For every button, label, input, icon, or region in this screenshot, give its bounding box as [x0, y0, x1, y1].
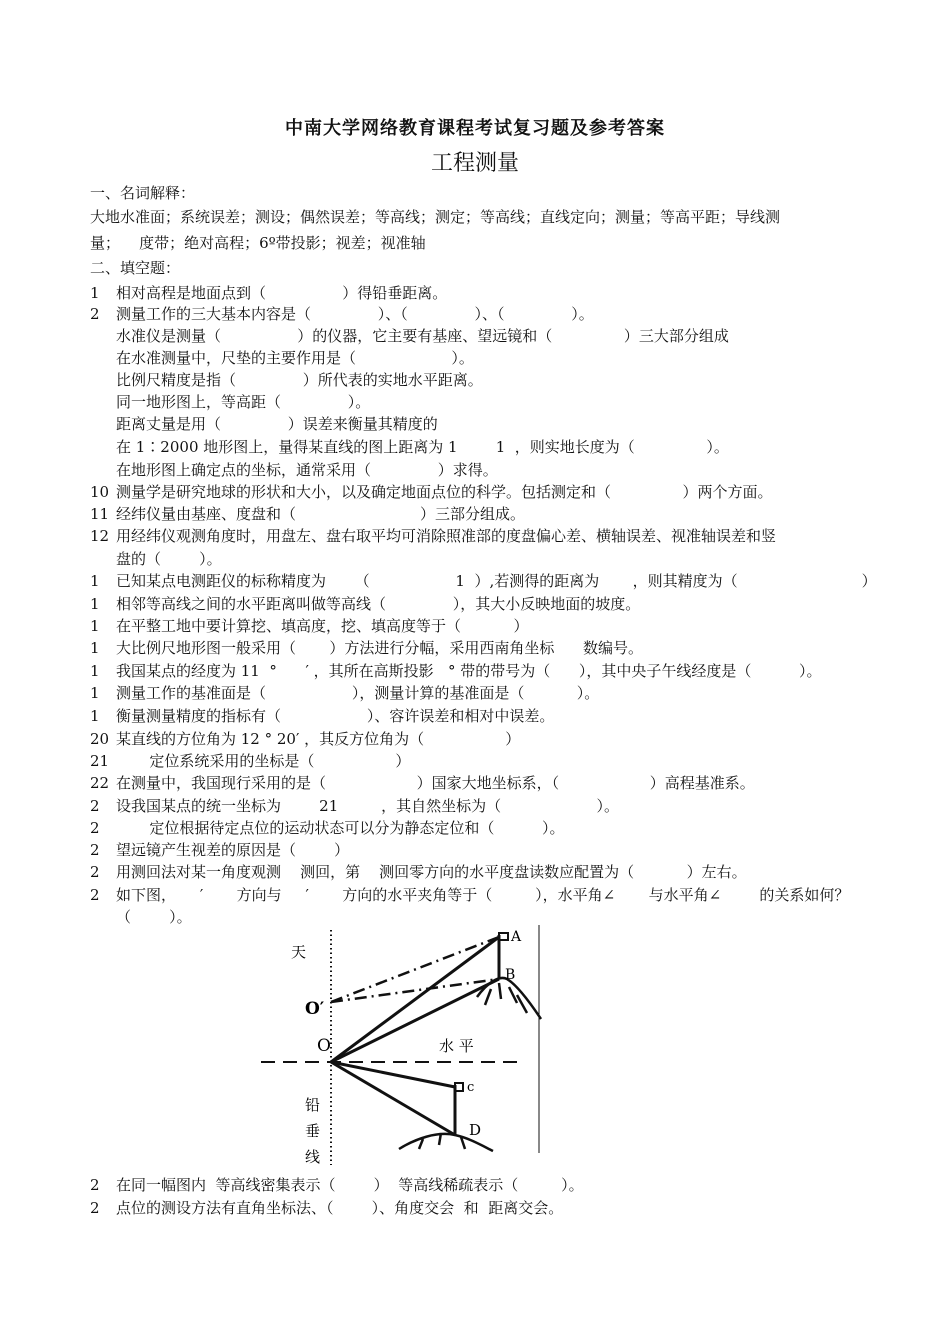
document-title: 中南大学网络教育课程考试复习题及参考答案: [285, 118, 665, 139]
item-text: 测量工作的三大基本内容是（ ）、（ ）、（ ）。: [116, 305, 594, 323]
label-d: D: [469, 1121, 482, 1139]
item-number: 1: [90, 284, 100, 302]
label-b: B: [505, 967, 516, 983]
label-chui: 垂: [305, 1122, 321, 1140]
item-number: 2: [90, 863, 100, 881]
item-text: 某直线的方位角为 12 ° 20′ ，其反方位角为（ ）: [116, 730, 521, 748]
item-text: 经纬仪量由基座、度盘和（ ）三部分组成。: [116, 505, 525, 523]
item-number: 1: [90, 572, 100, 590]
list-item: [90, 907, 192, 927]
item-number: 1: [90, 617, 100, 635]
item-text: 同一地形图上，等高距（ ）。: [116, 393, 371, 411]
item-number: 1: [90, 684, 100, 702]
list-item: [90, 549, 222, 569]
item-text: 测量学是研究地球的形状和大小，以及确定地面点位的科学。包括测定和（ ）两个方面。: [116, 483, 773, 501]
item-text: 大比例尺地形图一般采用（ ）方法进行分幅，采用西南角坐标 数编号。: [116, 639, 643, 657]
item-text: 如下图， ′ 方向与 ′ 方向的水平夹角等于（ ），水平角∠ 与水平角∠ 的关系如何？: [116, 886, 850, 904]
item-number: 1: [90, 595, 100, 613]
item-number: 10: [90, 483, 110, 501]
list-item: [90, 729, 520, 749]
list-item: [90, 1198, 563, 1218]
item-number: 1: [90, 707, 100, 725]
label-o-prime: O′: [305, 999, 325, 1019]
item-number: 2: [90, 819, 100, 837]
list-item: [90, 414, 438, 434]
list-item: [90, 594, 640, 614]
list-item: [90, 571, 877, 591]
list-item: [90, 304, 594, 324]
item-number: 1: [90, 639, 100, 657]
item-number: 2: [90, 886, 100, 904]
item-text: 用经纬仪观测角度时，用盘左、盘右取平均可消除照准部的度盘偏心差、横轴误差、视准轴误差和竖: [116, 527, 777, 545]
item-number: 12: [90, 527, 110, 545]
item-text: 相对高程是地面点到（ ）得铅垂距离。: [116, 284, 448, 302]
list-item: [90, 885, 849, 905]
item-number: 2: [90, 1176, 100, 1194]
item-number: 20: [90, 730, 110, 748]
item-number: 2: [90, 797, 100, 815]
list-item: [90, 1175, 584, 1195]
item-text: 距离丈量是用（ ）误差来衡量其精度的: [116, 415, 438, 433]
item-text: 定位系统采用的坐标是（ ）: [116, 752, 411, 770]
document-subtitle: 工程测量: [430, 151, 519, 176]
list-item: [90, 840, 349, 860]
item-text: 盘的（ ）。: [116, 550, 222, 568]
item-text: （ ）。: [116, 908, 192, 926]
label-o: O: [317, 1036, 331, 1056]
list-item: [90, 283, 447, 303]
item-number: 2: [90, 305, 100, 323]
list-item: [90, 482, 773, 502]
list-item: [90, 818, 565, 838]
terms-line-1: 大地水准面；系统误差；测设；偶然误差；等高线；测定；等高线；直线定向；测量；等高平距；导线测: [90, 208, 781, 226]
item-text: 比例尺精度是指（ ）所代表的实地水平距离。: [116, 371, 483, 389]
item-text: 相邻等高线之间的水平距离叫做等高线（ ），其大小反映地面的坡度。: [116, 595, 641, 613]
list-item: [90, 638, 643, 658]
label-qian: 铅: [305, 1096, 321, 1114]
label-tian: 天: [291, 943, 307, 961]
item-number: 2: [90, 1199, 100, 1217]
list-item: [90, 460, 498, 480]
item-number: 11: [90, 505, 110, 523]
list-item: [90, 437, 729, 457]
item-number: 21: [90, 752, 110, 770]
list-item: [90, 348, 474, 368]
list-item: [90, 862, 747, 882]
angle-diagram: [255, 925, 555, 1170]
list-item: [90, 683, 599, 703]
list-item: [90, 392, 370, 412]
item-text: 我国某点的经度为 11 ° ′ ，其所在高斯投影 ° 带的带号为（ ），其中央子午线经度是（ ）。: [116, 662, 822, 680]
line-o-d: [331, 1062, 455, 1135]
list-item: [90, 504, 525, 524]
item-number: 22: [90, 774, 110, 792]
list-item: [90, 796, 619, 816]
item-number: 1: [90, 662, 100, 680]
list-item: [90, 773, 755, 793]
item-text: 在地形图上确定点的坐标，通常采用（ ）求得。: [116, 461, 498, 479]
list-item: [90, 526, 776, 546]
item-text: 在测量中，我国现行采用的是（ ）国家大地坐标系，（ ）高程基准系。: [116, 774, 755, 792]
section-heading-terms: 一、名词解释：: [90, 184, 196, 202]
item-text: 点位的测设方法有直角坐标法、（ ）、角度交会 和 距离交会。: [116, 1199, 564, 1217]
section-heading-fill: 二、填空题：: [90, 259, 181, 277]
item-text: 在水准测量中，尺垫的主要作用是（ ）。: [116, 349, 474, 367]
item-text: 在同一幅图内 等高线密集表示（ ） 等高线稀疏表示（ ）。: [116, 1176, 584, 1194]
item-number: 2: [90, 841, 100, 859]
list-item: [90, 616, 528, 636]
list-item: [90, 751, 410, 771]
item-text: 在平整工地中要计算挖、填高度，挖、填高度等于（ ）: [116, 617, 529, 635]
list-item: [90, 706, 554, 726]
item-text: 用测回法对某一角度观测 测回，第 测回零方向的水平度盘读数应配置为（ ）左右。: [116, 863, 747, 881]
item-text: 设我国某点的统一坐标为 21 ，其自然坐标为（ ）。: [116, 797, 620, 815]
item-text: 望远镜产生视差的原因是（ ）: [116, 841, 350, 859]
item-text: 测量工作的基准面是（ ），测量计算的基准面是（ ）。: [116, 684, 600, 702]
item-text: 已知某点电测距仪的标称精度为 （ 1 ）,若测得的距离为 ，则其精度为（ ）: [116, 572, 877, 590]
item-text: 定位根据待定点位的运动状态可以分为静态定位和（ ）。: [116, 819, 565, 837]
item-text: 水准仪是测量（ ）的仪器，它主要有基座、望远镜和（ ）三大部分组成: [116, 327, 729, 345]
list-item: [90, 661, 822, 681]
terms-line-2: 量； 度带；绝对高程；6º带投影；视差；视准轴: [90, 234, 426, 252]
item-text: 在 1∶2000 地形图上，量得某直线的图上距离为 1 1 ，则实地长度为（ ）。: [116, 438, 729, 456]
label-c: c: [467, 1080, 475, 1095]
label-a: A: [511, 929, 522, 945]
list-item: [90, 326, 729, 346]
label-shuiping: 水 平: [439, 1037, 474, 1055]
item-text: 衡量测量精度的指标有（ ）、容许误差和相对中误差。: [116, 707, 555, 725]
label-xian: 线: [305, 1148, 321, 1166]
list-item: [90, 370, 483, 390]
